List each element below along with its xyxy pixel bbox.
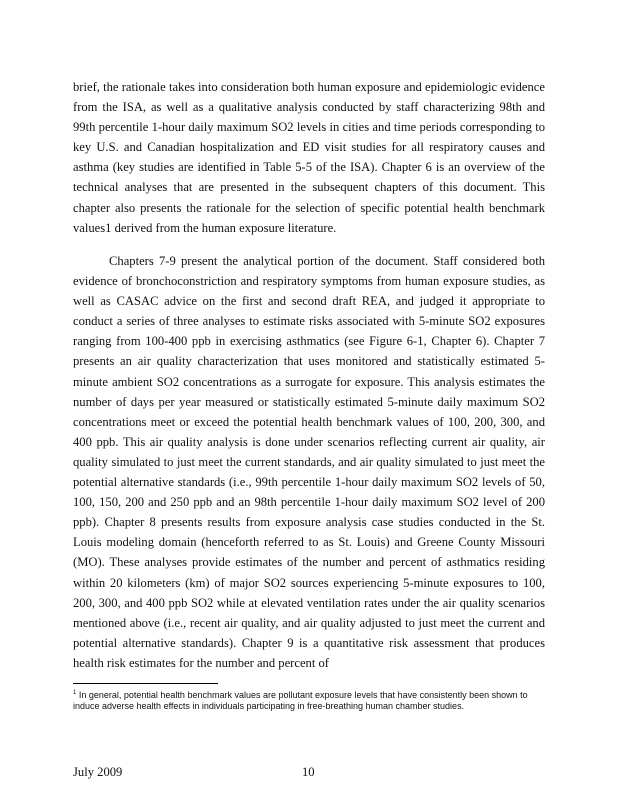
footnote	[73, 688, 543, 712]
footnote-separator	[73, 683, 218, 684]
footer-date: July 2009	[73, 765, 123, 779]
footnote-marker: 1	[73, 690, 77, 696]
body-paragraph-2: Chapters 7-9 present the analytical portion of the document. Staff considered both evidence of bronchoconstriction and respiratory symptoms from human exposure studies, as well as CASAC advice on the first and second draft REA, and judged it appropriate to conduct a series of three analyses to estimate risks associated with 5-minute SO2 exposures ranging from 100-400 ppb in exercising asthmatics (see Figure 6-1, Chapter 6). Chapter 7 presents an air quality characterization that uses monitored and statistically estimated 5-minute ambient SO2 concentrations as a surrogate for exposure. This analysis estimates the number of days per year measured or statistically estimated 5-minute daily maximum SO2 concentrations meet or exceed the potential health benchmark values of 100, 200, 300, and 400 ppb. This air quality analysis is done under scenarios reflecting current air quality, air quality simulated to just meet the current standards, and air quality simulated to just meet the potential alternative standards (i.e., 99th percentile 1-hour daily maximum SO2 levels of 50, 100, 150, 200 and 250 ppb and an 98th percentile 1-hour daily maximum SO2 level of 200 ppb). Chapter 8 presents results from exposure analysis case studies conducted in the St. Louis modeling domain (henceforth referred to as St. Louis) and Greene County Missouri (MO). These analyses provide estimates of the number and percent of asthmatics residing within 20 kilometers (km) of major SO2 sources experiencing 5-minute exposures to 100, 200, 300, and 400 ppb SO2 while at elevated ventilation rates under the air quality scenarios mentioned above (i.e., recent air quality, and air quality adjusted to just meet the current and potential alternative standards). Chapter 9 is a quantitative risk assessment that produces health risk estimates for the number and percent of	[73, 254, 545, 670]
footnote-text: In general, potential health benchmark values are pollutant exposure levels that have consistently been shown to induce adverse health effects in individuals participating in free-breathing human chamber studies.	[73, 690, 528, 711]
page-number: 10	[302, 765, 315, 779]
body-paragraph-1: brief, the rationale takes into consideration both human exposure and epidemiologic evidence from the ISA, as well as a qualitative analysis conducted by staff characterizing 98th and 99th percentile 1-hour daily maximum SO2 levels in cities and time periods corresponding to key U.S. and Canadian hospitalization and ED visit studies for all respiratory causes and asthma (key studies are identified in Table 5-5 of the ISA). Chapter 6 is an overview of the technical analyses that are presented in the subsequent chapters of this document. This chapter also presents the rationale for the selection of specific potential health benchmark values1 derived from the human exposure literature.	[73, 80, 545, 235]
